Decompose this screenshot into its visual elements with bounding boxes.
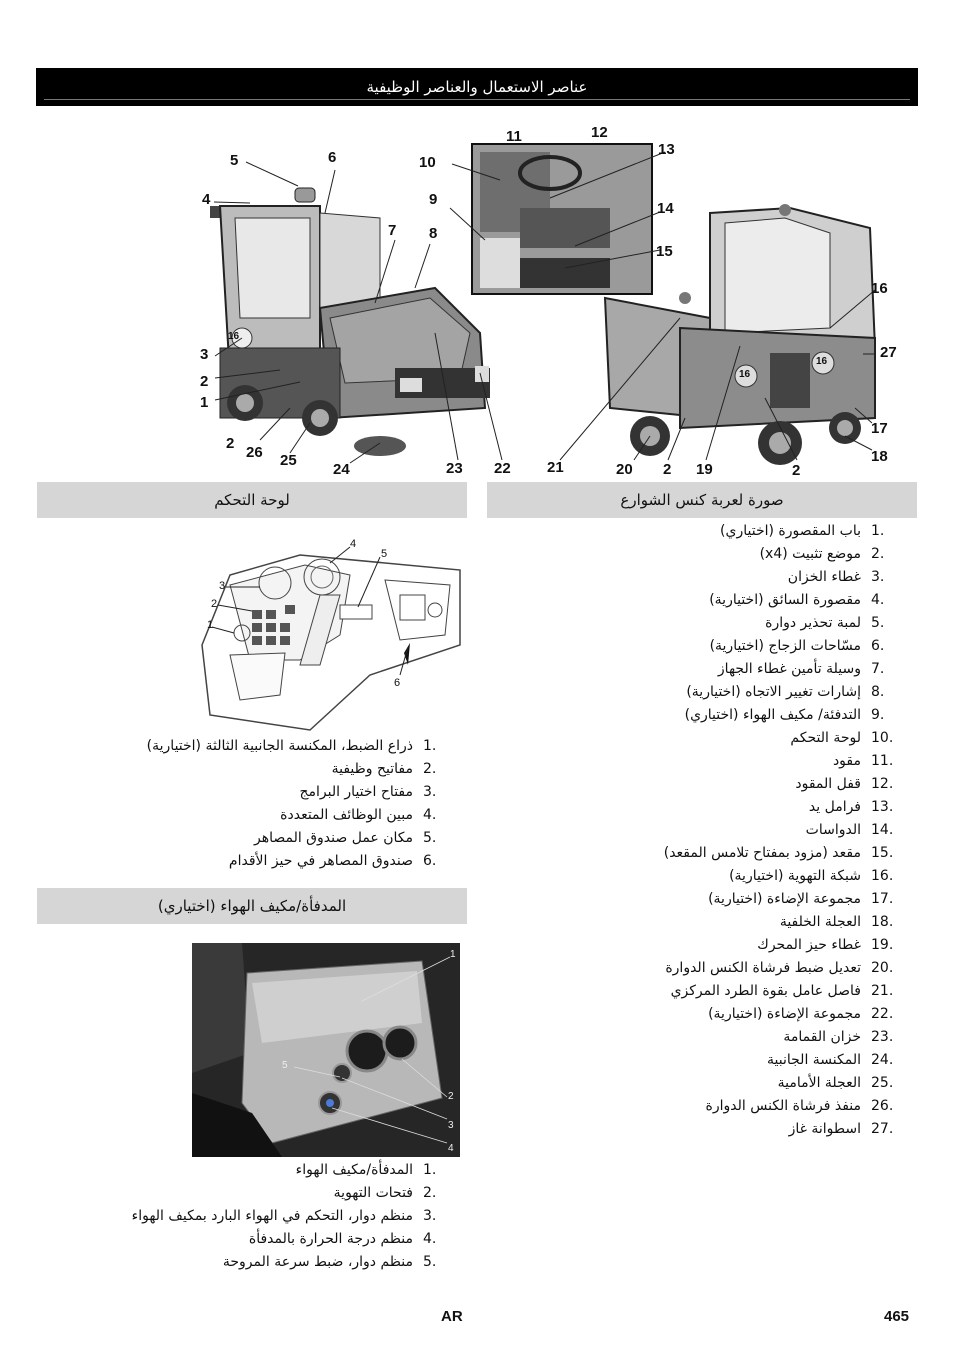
- list-item-text: اسطوانة غاز: [788, 1121, 861, 1137]
- list-item-text: مكان عمل صندوق المصاهر: [253, 830, 413, 846]
- callout-20: 20: [616, 461, 633, 478]
- callout-12: 12: [591, 124, 608, 141]
- sweeper-parts-list: [489, 520, 909, 1141]
- list-item-text: الدواسات: [805, 822, 861, 838]
- list-item-text: منظم دوار، ضبط سرعة المروحة: [222, 1254, 413, 1270]
- header-rule: [44, 99, 910, 100]
- list-item-text: شبكة التهوية (اختيارية): [729, 868, 861, 884]
- list-item: [489, 957, 909, 980]
- list-item: [41, 758, 461, 781]
- list-item-number: 2.: [423, 1185, 437, 1201]
- list-item-number: 15.: [871, 845, 894, 861]
- list-item-number: 19.: [871, 937, 894, 953]
- callout-13: 13: [658, 141, 675, 158]
- list-item: [489, 888, 909, 911]
- callout-23: 23: [446, 460, 463, 477]
- panel-callout-2: 2: [211, 598, 218, 610]
- callout-9: 9: [429, 191, 438, 208]
- list-item-number: 18.: [871, 914, 894, 930]
- list-item-text: مفاتيح وظيفية: [331, 761, 413, 777]
- control-parts-list: [41, 735, 461, 873]
- list-item-number: 17.: [871, 891, 894, 907]
- list-item-text: ذراع الضبط، المكنسة الجانبية الثالثة (اختيارية): [146, 738, 413, 754]
- list-item-number: 11.: [871, 753, 894, 769]
- list-item-number: 4.: [423, 807, 437, 823]
- list-item-number: 2.: [423, 761, 437, 777]
- list-item: [489, 1049, 909, 1072]
- control-panel-figure: [190, 535, 470, 735]
- list-item-number: 1.: [423, 738, 437, 754]
- list-item-number: 1.: [423, 1162, 437, 1178]
- footer-language: AR: [441, 1308, 463, 1325]
- callout-25: 25: [280, 452, 297, 469]
- list-item-text: خزان القمامة: [783, 1029, 861, 1045]
- callout-22: 22: [494, 460, 511, 477]
- list-item-text: المكنسة الجانبية: [767, 1052, 861, 1068]
- list-item-text: صندوق المصاهر في حيز الأقدام: [228, 853, 413, 869]
- badge-16-front: 16: [228, 331, 240, 342]
- panel-callout-4: 4: [350, 538, 357, 550]
- list-item-number: 9.: [871, 707, 885, 723]
- list-item-number: 26.: [871, 1098, 894, 1114]
- list-item-number: 5.: [871, 615, 885, 631]
- list-item: [489, 1072, 909, 1095]
- list-item-text: باب المقصورة (اختياري): [720, 523, 861, 539]
- heater-callout-4: 4: [448, 1143, 454, 1154]
- callout-8: 8: [429, 225, 438, 242]
- callout-2b: 2: [226, 435, 235, 452]
- callout-27: 27: [880, 344, 897, 361]
- list-item-number: 23.: [871, 1029, 894, 1045]
- list-item: [21, 1159, 461, 1182]
- heater-illustration: [192, 943, 460, 1157]
- cab-interior-inset: [472, 144, 652, 294]
- list-item-text: موضع تثبيت (x4): [759, 546, 861, 562]
- callout-2d: 2: [792, 462, 801, 479]
- list-item-number: 24.: [871, 1052, 894, 1068]
- list-item-text: التدفئة/ مكيف الهواء (اختياري): [684, 707, 861, 723]
- list-item-number: 7.: [871, 661, 885, 677]
- callout-2a: 2: [200, 373, 209, 390]
- list-item-number: 2.: [871, 546, 885, 562]
- list-item-text: العجلة الخلفية: [779, 914, 861, 930]
- callout-5: 5: [230, 152, 239, 169]
- list-item: [489, 911, 909, 934]
- list-item-number: 4.: [871, 592, 885, 608]
- list-item-text: وسيلة تأمين غطاء الجهاز: [717, 661, 861, 677]
- callout-15: 15: [656, 243, 673, 260]
- list-item: [21, 1182, 461, 1205]
- list-item-number: 4.: [423, 1231, 437, 1247]
- list-item: [489, 796, 909, 819]
- list-item-number: 3.: [871, 569, 885, 585]
- list-item: [489, 934, 909, 957]
- list-item-number: 6.: [423, 853, 437, 869]
- panel-callout-3: 3: [219, 580, 226, 592]
- list-item-number: 12.: [871, 776, 894, 792]
- list-item: [489, 727, 909, 750]
- list-item: [41, 850, 461, 873]
- list-item-text: غطاء الخزان: [787, 569, 861, 585]
- list-item: [41, 781, 461, 804]
- callout-14: 14: [657, 200, 674, 217]
- callout-11: 11: [506, 128, 522, 145]
- list-item-text: مجموعة الإضاءة (اختيارية): [708, 891, 861, 907]
- list-item-text: مبين الوظائف المتعددة: [280, 807, 413, 823]
- list-item-text: فتحات التهوية: [333, 1185, 413, 1201]
- heater-parts-list: [21, 1159, 461, 1274]
- list-item-number: 16.: [871, 868, 894, 884]
- list-item: [489, 612, 909, 635]
- list-item: [41, 827, 461, 850]
- page-title: عناصر الاستعمال والعناصر الوظيفية: [366, 78, 588, 96]
- panel-callout-1: 1: [207, 619, 214, 631]
- list-item-text: منظم دوار، التحكم في الهواء البارد بمكيف الهواء: [131, 1208, 413, 1224]
- list-item-text: مسّاحات الزجاج (اختيارية): [709, 638, 861, 654]
- list-item-text: مقعد (مزود بمفتاح تلامس المقعد): [663, 845, 861, 861]
- list-item-text: العجلة الأمامية: [777, 1075, 861, 1091]
- list-item-number: 5.: [423, 830, 437, 846]
- list-item-text: المدفأة/مكيف الهواء: [295, 1162, 413, 1178]
- list-item-text: مفتاح اختيار البرامج: [299, 784, 413, 800]
- machine-figure: [180, 118, 920, 482]
- list-item-text: منفذ فرشاة الكنس الدوارة: [705, 1098, 861, 1114]
- sweeper-front-view: [210, 188, 490, 456]
- callout-1: 1: [200, 394, 209, 411]
- callout-10: 10: [419, 154, 436, 171]
- list-item-text: غطاء حيز المحرك: [757, 937, 861, 953]
- callout-4: 4: [202, 191, 211, 208]
- list-item-number: 27.: [871, 1121, 894, 1137]
- list-item-text: فرامل يد: [808, 799, 861, 815]
- list-item-number: 1.: [871, 523, 885, 539]
- heater-photo: [192, 943, 460, 1157]
- list-item-text: مقصورة السائق (اختيارية): [709, 592, 861, 608]
- heater-section-title: المدفأة/مكيف الهواء (اختياري): [37, 888, 467, 924]
- page-header: [36, 68, 918, 106]
- list-item: [489, 865, 909, 888]
- list-item-text: إشارات تغيير الاتجاه (اختيارية): [686, 684, 861, 700]
- list-item: [489, 1003, 909, 1026]
- list-item: [41, 804, 461, 827]
- callout-16: 16: [871, 280, 888, 297]
- sweeper-section-title: صورة لعربة كنس الشوارع: [487, 482, 917, 518]
- list-item-number: 22.: [871, 1006, 894, 1022]
- list-item: [489, 520, 909, 543]
- list-item: [489, 773, 909, 796]
- list-item-number: 6.: [871, 638, 885, 654]
- list-item-number: 3.: [423, 1208, 437, 1224]
- list-item: [489, 681, 909, 704]
- callout-26: 26: [246, 444, 263, 461]
- list-item: [41, 735, 461, 758]
- callout-3: 3: [200, 346, 209, 363]
- list-item: [489, 589, 909, 612]
- heater-callout-1: 1: [450, 949, 456, 960]
- list-item-number: 25.: [871, 1075, 894, 1091]
- list-item-text: مقود: [832, 753, 861, 769]
- list-item-text: مجموعة الإضاءة (اختيارية): [708, 1006, 861, 1022]
- list-item-number: 5.: [423, 1254, 437, 1270]
- list-item: [489, 819, 909, 842]
- callout-6: 6: [328, 149, 337, 166]
- callout-21: 21: [547, 459, 564, 476]
- list-item-number: 8.: [871, 684, 885, 700]
- callout-17: 17: [871, 420, 888, 437]
- list-item: [489, 704, 909, 727]
- list-item-number: 14.: [871, 822, 894, 838]
- list-item: [489, 658, 909, 681]
- list-item-text: فاصل عامل بقوة الطرد المركزي: [670, 983, 861, 999]
- list-item: [489, 635, 909, 658]
- list-item-text: منظم درجة الحرارة بالمدفأة: [248, 1231, 413, 1247]
- list-item-number: 10.: [871, 730, 894, 746]
- list-item-number: 3.: [423, 784, 437, 800]
- list-item: [21, 1205, 461, 1228]
- panel-callout-6: 6: [394, 677, 401, 689]
- page-number: 465: [884, 1308, 910, 1325]
- list-item-text: قفل المقود: [795, 776, 861, 792]
- heater-callout-3: 3: [448, 1120, 454, 1131]
- list-item: [21, 1228, 461, 1251]
- list-item: [489, 1095, 909, 1118]
- callout-24: 24: [333, 461, 350, 478]
- callout-18: 18: [871, 448, 888, 465]
- callout-19: 19: [696, 461, 713, 478]
- control-panel-drawing: [190, 535, 470, 735]
- list-item: [489, 980, 909, 1003]
- list-item-text: تعديل ضبط فرشاة الكنس الدوارة: [665, 960, 861, 976]
- badge-16-rear-b: 16: [816, 356, 828, 367]
- list-item-number: 20.: [871, 960, 894, 976]
- control-section-title: لوحة التحكم: [37, 482, 467, 518]
- list-item: [489, 750, 909, 773]
- heater-callout-2: 2: [448, 1091, 454, 1102]
- list-item-text: لوحة التحكم: [790, 730, 861, 746]
- list-item: [489, 1026, 909, 1049]
- list-item-number: 21.: [871, 983, 894, 999]
- list-item: [489, 566, 909, 589]
- panel-callout-5: 5: [381, 548, 388, 560]
- list-item: [489, 842, 909, 865]
- list-item-text: لمبة تحذير دوارة: [765, 615, 861, 631]
- badge-16-rear-a: 16: [739, 369, 751, 380]
- callout-2c: 2: [663, 461, 672, 478]
- list-item: [489, 543, 909, 566]
- list-item-number: 13.: [871, 799, 894, 815]
- machine-illustration: [180, 118, 920, 482]
- callout-7: 7: [388, 222, 397, 239]
- heater-callout-5: 5: [282, 1060, 288, 1071]
- list-item: [489, 1118, 909, 1141]
- list-item: [21, 1251, 461, 1274]
